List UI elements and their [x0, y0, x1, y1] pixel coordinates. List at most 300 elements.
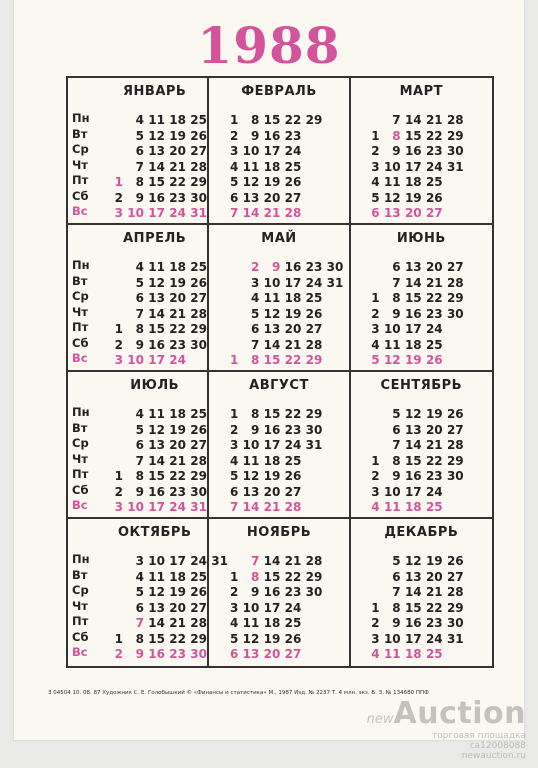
day-cell: 9	[135, 190, 144, 205]
day-cell: 18	[404, 337, 422, 352]
day-cell: 14	[404, 585, 422, 599]
weekday-row	[359, 645, 464, 661]
day-cell: 25	[190, 407, 207, 421]
day-cell: 30	[190, 647, 207, 661]
day-cell: 10	[263, 275, 281, 290]
day-cell: 5	[135, 585, 144, 599]
day-cell: 5	[135, 128, 144, 143]
day-cell: 29	[305, 353, 323, 367]
day-cell: 8	[250, 353, 260, 367]
day-cell: 27	[446, 422, 464, 437]
day-cell: 8	[250, 113, 260, 127]
month-name: ИЮНЬ	[396, 231, 446, 246]
day-cell: 31	[326, 275, 344, 290]
day-cell: 6	[229, 190, 239, 205]
day-cell: 27	[446, 260, 464, 274]
weekday-row	[359, 158, 464, 174]
day-cell: 8	[135, 631, 144, 646]
day-cell: 13	[148, 600, 165, 615]
day-cell: 16	[263, 585, 281, 599]
weekday-row	[217, 158, 322, 174]
watermark-sub3: newauction.ru	[461, 751, 526, 761]
day-cell: 20	[169, 600, 186, 615]
day-cell: 26	[284, 469, 302, 483]
day-cell: 10	[383, 159, 401, 174]
day-cell: 10	[148, 554, 165, 568]
day-cell: 21	[263, 206, 281, 220]
day-cell: 29	[446, 453, 464, 468]
weekday-row	[359, 320, 464, 336]
day-cell: 31	[190, 206, 207, 220]
day-cell: 12	[263, 306, 281, 321]
day-cell: 7	[392, 113, 401, 127]
day-cell: 14	[242, 500, 260, 514]
day-cell: 23	[425, 469, 443, 483]
day-cell: 25	[425, 647, 443, 661]
day-cell: 18	[284, 291, 302, 305]
day-cell: 28	[305, 337, 323, 352]
day-cell: 13	[242, 484, 260, 499]
month-name: АВГУСТ	[249, 378, 309, 393]
day-cell: 23	[284, 422, 302, 437]
day-cell: 23	[169, 190, 186, 205]
day-cell: 15	[263, 569, 281, 584]
month-block	[351, 78, 492, 225]
day-cell: 6	[135, 144, 144, 158]
day-cell: 14	[148, 453, 165, 468]
day-cell: 3	[250, 275, 260, 290]
weekday-row	[359, 336, 464, 352]
weekday-row	[359, 614, 464, 630]
day-cell: 4	[371, 500, 380, 514]
day-cell: 12	[404, 554, 422, 568]
weekday-label: Ср	[72, 289, 89, 303]
day-cell: 16	[284, 260, 302, 274]
day-cell: 20	[404, 206, 422, 220]
weekday-label: Пт	[72, 320, 89, 334]
day-cell: 26	[190, 128, 207, 143]
weekday-row	[359, 436, 464, 452]
month-name: ИЮЛЬ	[130, 378, 180, 393]
day-cell: 16	[404, 144, 422, 158]
day-cell: 4	[135, 569, 144, 584]
weekday-labels	[68, 111, 104, 220]
day-cell: 28	[190, 306, 207, 321]
weekday-row	[217, 189, 322, 205]
day-cell: 13	[148, 291, 165, 305]
day-cell: 4	[229, 159, 239, 174]
day-cell: 2	[114, 337, 123, 352]
day-cell: 29	[190, 469, 207, 483]
day-cell: 7	[229, 500, 239, 514]
day-cell: 7	[135, 159, 144, 174]
day-cell: 11	[148, 407, 165, 421]
weekday-row	[102, 320, 207, 336]
weekday-row	[217, 552, 322, 568]
day-cell: 21	[425, 438, 443, 452]
day-cell: 28	[446, 585, 464, 599]
weekday-row	[217, 645, 322, 661]
day-cell: 22	[284, 113, 302, 127]
day-cell: 8	[135, 322, 144, 336]
day-cell: 31	[305, 438, 323, 452]
day-cell: 27	[284, 190, 302, 205]
day-cell: 27	[305, 322, 323, 336]
day-cell: 16	[148, 647, 165, 661]
day-cell: 13	[148, 144, 165, 158]
day-cell: 7	[392, 585, 401, 599]
day-cell: 26	[425, 353, 443, 367]
weekday-row	[102, 336, 207, 352]
day-cell: 15	[263, 407, 281, 421]
day-cell: 24	[425, 322, 443, 336]
day-cell: 30	[190, 190, 207, 205]
day-cell: 24	[169, 353, 186, 367]
day-cell: 7	[250, 337, 260, 352]
day-cell: 9	[250, 422, 260, 437]
day-cell: 7	[135, 306, 144, 321]
day-cell: 20	[169, 144, 186, 158]
day-cell: 11	[242, 159, 260, 174]
weekday-row	[102, 305, 207, 321]
day-cell: 3	[229, 144, 239, 158]
day-cell: 24	[425, 631, 443, 646]
month-days	[359, 405, 464, 514]
weekday-label: Вс	[72, 498, 88, 512]
day-cell: 31	[446, 631, 464, 646]
day-cell: 20	[169, 291, 186, 305]
day-cell: 16	[404, 616, 422, 630]
weekday-row	[102, 421, 207, 437]
day-cell: 21	[284, 337, 302, 352]
weekday-row	[359, 630, 464, 646]
day-cell: 28	[190, 159, 207, 174]
watermark-brand: Auction	[393, 696, 526, 731]
day-cell: 6	[135, 291, 144, 305]
weekday-label: Сб	[72, 335, 89, 350]
day-cell: 22	[169, 469, 186, 483]
day-cell: 14	[404, 113, 422, 127]
day-cell: 27	[190, 438, 207, 452]
day-cell: 1	[229, 407, 239, 421]
day-cell: 18	[169, 113, 186, 127]
weekday-label: Ср	[72, 583, 89, 597]
weekday-label: Вс	[72, 645, 88, 659]
day-cell: 17	[148, 500, 165, 514]
day-cell: 23	[425, 144, 443, 158]
day-cell: 16	[404, 306, 422, 321]
day-cell: 28	[305, 554, 323, 568]
weekday-row	[102, 436, 207, 452]
day-cell: 12	[148, 422, 165, 437]
day-cell: 30	[305, 422, 323, 437]
day-cell: 12	[404, 407, 422, 421]
weekday-labels	[68, 258, 104, 367]
weekday-row	[359, 583, 464, 599]
weekday-row	[102, 467, 207, 483]
weekday-label: Ср	[72, 436, 89, 450]
weekday-row	[359, 467, 464, 483]
weekday-label: Пт	[72, 614, 89, 628]
day-cell: 12	[148, 275, 165, 290]
day-cell: 9	[135, 337, 144, 352]
weekday-row	[217, 483, 322, 499]
day-cell: 21	[263, 500, 281, 514]
day-cell: 8	[250, 407, 260, 421]
weekday-label: Пн	[72, 111, 90, 125]
day-cell: 3	[114, 500, 123, 514]
day-cell: 6	[135, 438, 144, 452]
day-cell: 2	[250, 260, 260, 274]
day-cell: 26	[305, 306, 323, 321]
weekday-row	[102, 142, 207, 158]
day-cell: 9	[271, 260, 281, 274]
day-cell: 23	[305, 260, 323, 274]
weekday-label: Вт	[72, 126, 88, 141]
day-cell: 5	[371, 190, 380, 205]
month-name: ОКТЯБРЬ	[117, 525, 192, 540]
day-cell: 2	[371, 469, 380, 483]
day-cell: 19	[404, 353, 422, 367]
day-cell: 5	[229, 469, 239, 483]
day-cell: 22	[425, 128, 443, 143]
day-cell: 4	[135, 113, 144, 127]
weekday-row	[102, 274, 207, 290]
day-cell: 12	[383, 190, 401, 205]
day-cell: 1	[114, 631, 123, 646]
day-cell: 31	[211, 554, 228, 568]
month-name: ЯНВАРЬ	[123, 84, 187, 99]
day-cell: 15	[404, 128, 422, 143]
day-cell: 12	[242, 469, 260, 483]
day-cell: 13	[242, 647, 260, 661]
month-days	[102, 258, 207, 367]
day-cell: 21	[169, 453, 186, 468]
day-cell: 18	[263, 453, 281, 468]
day-cell: 22	[169, 631, 186, 646]
weekday-row	[359, 483, 464, 499]
day-cell: 28	[446, 113, 464, 127]
day-cell: 6	[250, 322, 260, 336]
day-cell: 30	[446, 616, 464, 630]
day-cell: 25	[425, 500, 443, 514]
weekday-row	[102, 204, 207, 220]
day-cell: 27	[190, 291, 207, 305]
day-cell: 14	[148, 159, 165, 174]
month-block	[351, 519, 492, 666]
day-cell: 10	[383, 631, 401, 646]
day-cell: 4	[135, 260, 144, 274]
day-cell: 5	[250, 306, 260, 321]
day-cell: 17	[263, 144, 281, 158]
day-cell: 18	[263, 616, 281, 630]
day-cell: 26	[190, 422, 207, 437]
day-cell: 15	[148, 322, 165, 336]
day-cell: 11	[242, 616, 260, 630]
day-cell: 20	[263, 190, 281, 205]
day-cell: 22	[284, 407, 302, 421]
day-cell: 4	[135, 407, 144, 421]
weekday-row	[217, 599, 322, 615]
weekday-row	[359, 127, 464, 143]
day-cell: 25	[190, 260, 207, 274]
day-cell: 9	[392, 616, 401, 630]
weekday-row	[217, 436, 322, 452]
day-cell: 12	[148, 128, 165, 143]
day-cell: 11	[148, 260, 165, 274]
day-cell: 2	[114, 484, 123, 499]
day-cell: 21	[425, 113, 443, 127]
day-cell: 29	[446, 291, 464, 305]
day-cell: 11	[383, 500, 401, 514]
day-cell: 9	[135, 484, 144, 499]
day-cell: 25	[284, 159, 302, 174]
day-cell: 14	[148, 616, 165, 630]
day-cell: 24	[284, 144, 302, 158]
month-block	[68, 372, 209, 519]
day-cell: 26	[446, 554, 464, 568]
weekday-row	[102, 405, 207, 421]
day-cell: 8	[135, 469, 144, 483]
day-cell: 17	[404, 322, 422, 336]
day-cell: 21	[425, 585, 443, 599]
watermark-sub1: торговая площадка	[431, 731, 526, 741]
day-cell: 6	[229, 647, 239, 661]
day-cell: 27	[284, 647, 302, 661]
day-cell: 11	[383, 647, 401, 661]
weekday-row	[217, 111, 322, 127]
weekday-row	[359, 289, 464, 305]
day-cell: 29	[446, 600, 464, 615]
weekday-row	[217, 467, 322, 483]
day-cell: 17	[404, 484, 422, 499]
day-cell: 11	[383, 337, 401, 352]
month-block	[68, 225, 209, 372]
day-cell: 10	[242, 144, 260, 158]
month-name: ФЕВРАЛЬ	[241, 84, 317, 99]
day-cell: 9	[250, 585, 260, 599]
day-cell: 5	[392, 554, 401, 568]
day-cell: 20	[263, 484, 281, 499]
day-cell: 18	[404, 175, 422, 189]
day-cell: 22	[169, 322, 186, 336]
day-cell: 11	[263, 291, 281, 305]
day-cell: 2	[114, 190, 123, 205]
day-cell: 8	[392, 291, 401, 305]
day-cell: 1	[229, 569, 239, 584]
day-cell: 10	[127, 353, 144, 367]
weekday-row	[102, 452, 207, 468]
day-cell: 23	[284, 128, 302, 143]
day-cell: 30	[446, 469, 464, 483]
day-cell: 30	[305, 585, 323, 599]
day-cell: 6	[392, 422, 401, 437]
day-cell: 5	[135, 275, 144, 290]
weekday-row	[359, 568, 464, 584]
day-cell: 15	[404, 453, 422, 468]
month-block	[68, 519, 228, 666]
weekday-row	[217, 498, 322, 514]
day-cell: 25	[425, 175, 443, 189]
day-cell: 3	[371, 322, 380, 336]
day-cell: 21	[425, 275, 443, 290]
weekday-row	[359, 189, 464, 205]
weekday-row	[217, 305, 343, 321]
day-cell: 1	[114, 175, 123, 189]
day-cell: 2	[229, 128, 239, 143]
day-cell: 21	[284, 554, 302, 568]
day-cell: 25	[425, 337, 443, 352]
calendar-grid	[66, 76, 494, 668]
day-cell: 29	[190, 631, 207, 646]
day-cell: 28	[284, 500, 302, 514]
imprint-text: З 04504 10. 08. 87 Художник С. Е. Голобышкий © «Финансы и статистика» М., 1987 Изд. № 2237 Т. 4 млн. экз. Б. З. № 134680 ППФ	[48, 690, 429, 696]
day-cell: 28	[190, 453, 207, 468]
day-cell: 23	[425, 306, 443, 321]
day-cell: 9	[392, 306, 401, 321]
day-cell: 13	[404, 260, 422, 274]
day-cell: 17	[148, 353, 165, 367]
day-cell: 1	[114, 322, 123, 336]
day-cell: 14	[263, 554, 281, 568]
day-cell: 24	[284, 600, 302, 615]
day-cell: 19	[263, 469, 281, 483]
day-cell: 7	[229, 206, 239, 220]
day-cell: 13	[148, 438, 165, 452]
day-cell: 17	[404, 159, 422, 174]
day-cell: 19	[404, 190, 422, 205]
day-cell: 23	[284, 585, 302, 599]
day-cell: 16	[263, 128, 281, 143]
weekday-label: Чт	[72, 598, 88, 613]
day-cell: 6	[371, 206, 380, 220]
weekday-row	[217, 614, 322, 630]
day-cell: 17	[169, 554, 186, 568]
month-days	[217, 111, 322, 220]
month-block	[209, 519, 350, 666]
day-cell: 19	[169, 128, 186, 143]
day-cell: 5	[229, 175, 239, 189]
month-days	[359, 258, 464, 367]
month-block	[209, 225, 350, 372]
day-cell: 11	[148, 569, 165, 584]
day-cell: 8	[135, 175, 144, 189]
day-cell: 15	[148, 631, 165, 646]
day-cell: 10	[242, 438, 260, 452]
day-cell: 20	[425, 569, 443, 584]
day-cell: 19	[169, 585, 186, 599]
month-days	[102, 111, 207, 220]
day-cell: 10	[383, 322, 401, 336]
weekday-row	[102, 483, 207, 499]
weekday-label: Пн	[72, 258, 90, 272]
weekday-label: Чт	[72, 157, 88, 172]
day-cell: 16	[148, 337, 165, 352]
day-cell: 28	[446, 275, 464, 290]
day-cell: 7	[392, 275, 401, 290]
day-cell: 2	[371, 144, 380, 158]
weekday-row	[217, 204, 322, 220]
day-cell: 18	[169, 569, 186, 584]
day-cell: 3	[229, 438, 239, 452]
day-cell: 25	[284, 616, 302, 630]
weekday-label: Вт	[72, 273, 88, 288]
month-name: СЕНТЯБРЬ	[380, 378, 463, 393]
day-cell: 2	[371, 616, 380, 630]
day-cell: 21	[169, 159, 186, 174]
weekday-row	[217, 452, 322, 468]
day-cell: 7	[392, 438, 401, 452]
